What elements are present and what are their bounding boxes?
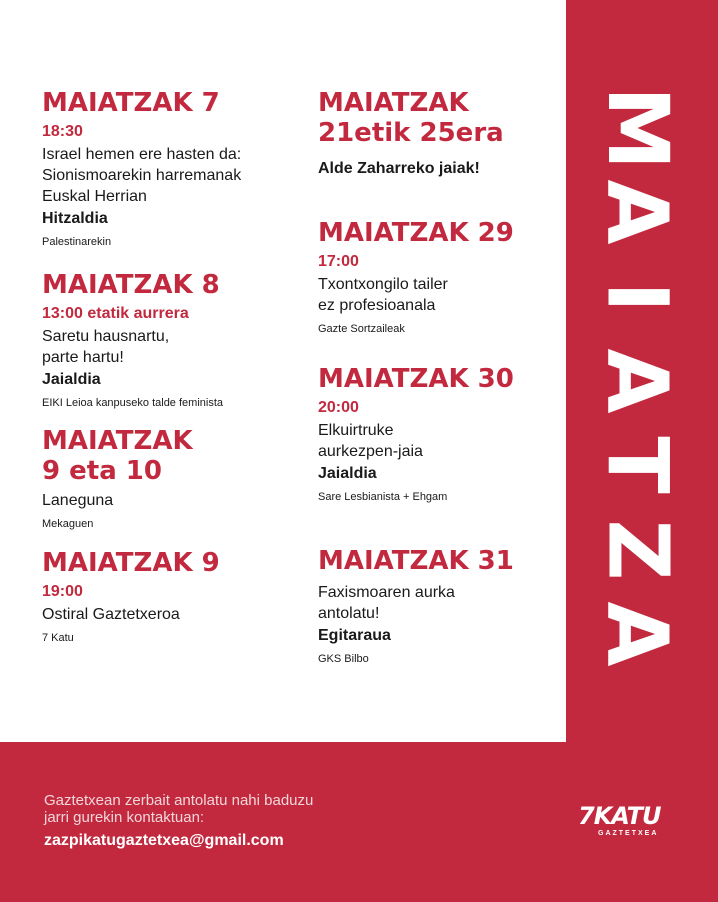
- event-time: 13:00 etatik aurrera: [42, 305, 189, 322]
- month-letter: M: [589, 86, 687, 170]
- event-may-29: [318, 218, 514, 336]
- event-time: 19:00: [42, 583, 83, 600]
- event-time: 17:00: [318, 253, 359, 270]
- contact-footer: [0, 742, 718, 902]
- event-may-8: [42, 270, 223, 410]
- event-heading: MAIATZAK 8: [42, 270, 220, 300]
- month-letter: I: [588, 281, 687, 313]
- event-may-21-25: [318, 88, 504, 179]
- event-description-line: Elkuirtruke: [318, 422, 394, 439]
- contact-email-link[interactable]: zazpikatugaztetxea@gmail.com: [44, 832, 284, 849]
- event-may-7: [42, 88, 241, 249]
- event-description-line: Saretu hausnartu,: [42, 328, 170, 345]
- event-heading: MAIATZAK 7: [42, 88, 220, 118]
- event-heading: MAIATZAK: [42, 426, 193, 456]
- event-may-30: [318, 364, 514, 504]
- event-type: Hitzaldia: [42, 210, 108, 227]
- logo-wordmark: 7KATU: [578, 802, 661, 830]
- event-heading: MAIATZAK 9: [42, 548, 220, 578]
- contact-message-line: Gaztetxean zerbait antolatu nahi baduzu: [44, 792, 314, 809]
- month-title-vertical: [588, 86, 688, 676]
- event-description-line: Sionismoarekin harremanak: [42, 167, 242, 184]
- event-may-31: [318, 546, 514, 666]
- event-type: Jaialdia: [318, 465, 377, 482]
- event-organizer: Mekaguen: [42, 518, 94, 530]
- month-letter: A: [588, 348, 687, 414]
- event-organizer: Gazte Sortzaileak: [318, 323, 405, 335]
- logo-subtitle: GAZTETXEA: [598, 830, 659, 837]
- event-description-line: Ostiral Gaztetxeroa: [42, 606, 180, 623]
- event-description-line: Israel hemen ere hasten da:: [42, 146, 242, 163]
- event-description-line: parte hartu!: [42, 349, 124, 366]
- event-time: 20:00: [318, 399, 359, 416]
- month-letter: T: [589, 436, 687, 494]
- event-organizer: GKS Bilbo: [318, 653, 369, 665]
- event-description-line: antolatu!: [318, 605, 380, 622]
- event-heading: MAIATZAK 30: [318, 364, 514, 394]
- event-description-line: Euskal Herrian: [42, 188, 147, 205]
- event-heading: MAIATZAK 31: [318, 546, 514, 576]
- event-description-line: ez profesioanala: [318, 297, 436, 314]
- month-letter: A: [588, 601, 687, 667]
- event-description-line: Alde Zaharreko jaiak!: [318, 160, 480, 177]
- event-description-line: aurkezpen-jaia: [318, 443, 423, 460]
- event-heading: 21etik 25era: [318, 118, 504, 148]
- event-organizer: EIKI Leioa kanpuseko talde feminista: [42, 397, 224, 409]
- event-may-9-10: [42, 426, 193, 531]
- contact-message: [44, 792, 464, 826]
- event-organizer: 7 Katu: [42, 632, 74, 644]
- month-letter: Z: [588, 519, 687, 581]
- event-organizer: Palestinarekin: [42, 236, 112, 248]
- event-type: Jaialdia: [42, 371, 101, 388]
- event-organizer: Sare Lesbianista + Ehgam: [318, 491, 448, 503]
- event-description-line: Txontxongilo tailer: [318, 276, 448, 293]
- contact-message-line: jarri gurekin kontaktuan:: [44, 809, 205, 826]
- event-heading: MAIATZAK 29: [318, 218, 514, 248]
- month-letter: A: [588, 179, 687, 245]
- event-type: Egitaraua: [318, 627, 391, 644]
- event-heading: 9 eta 10: [42, 456, 162, 486]
- event-heading: MAIATZAK: [318, 88, 469, 118]
- event-description-line: Faxismoaren aurka: [318, 584, 455, 601]
- event-may-9: [42, 548, 220, 645]
- katu-logo: [578, 802, 678, 850]
- event-description-line: Laneguna: [42, 492, 114, 509]
- event-time: 18:30: [42, 123, 83, 140]
